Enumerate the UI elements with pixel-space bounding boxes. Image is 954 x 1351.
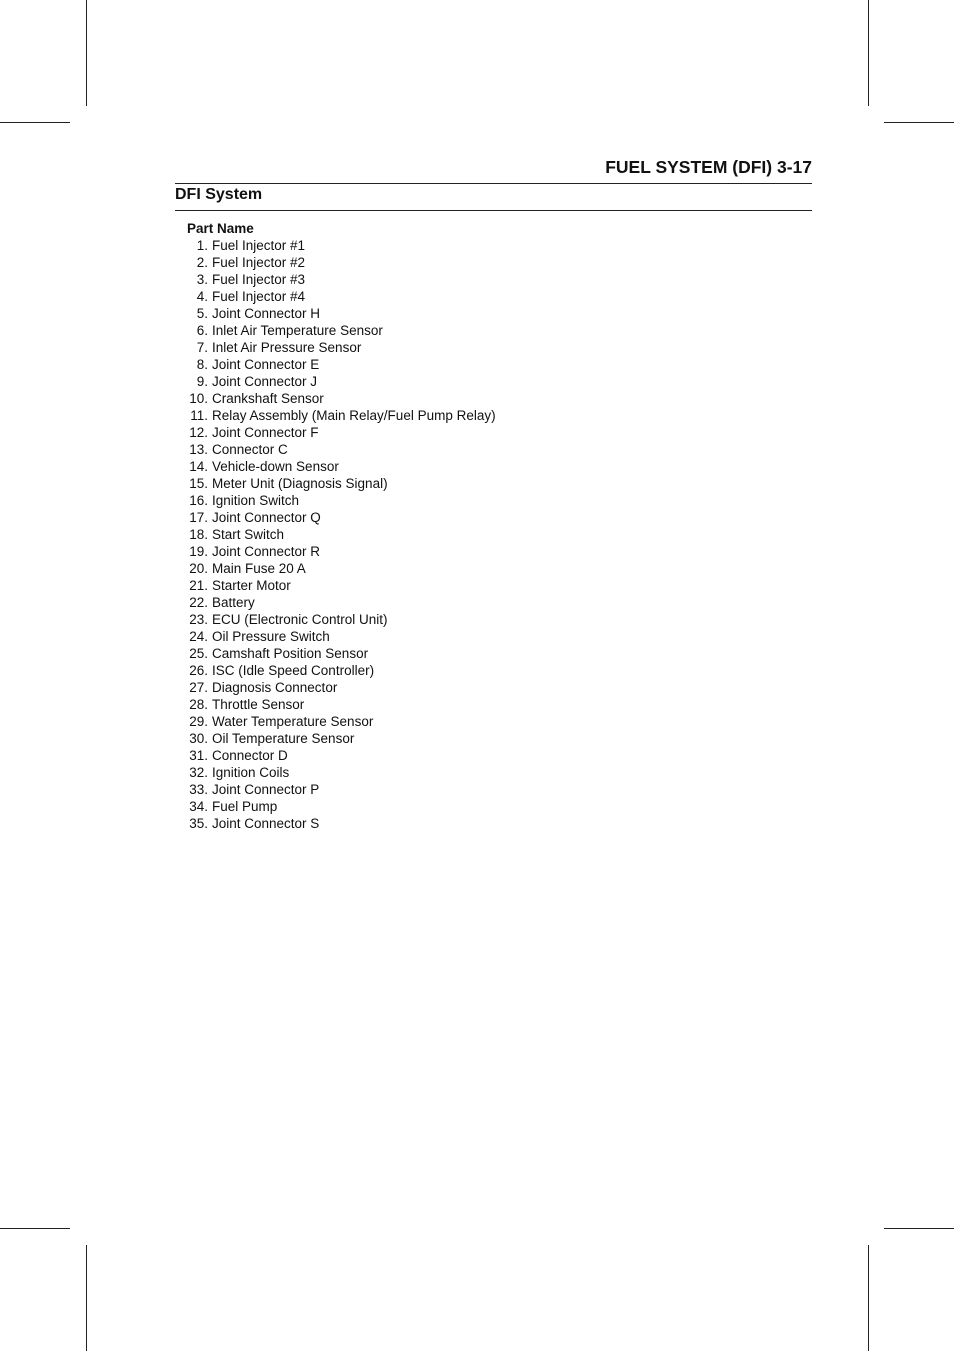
part-number: 35. — [189, 816, 208, 831]
part-label: Meter Unit (Diagnosis Signal) — [212, 476, 388, 491]
part-label: Ignition Switch — [212, 493, 300, 508]
part-label: Joint Connector R — [212, 544, 321, 559]
list-item — [175, 390, 496, 407]
section-rule — [175, 210, 812, 211]
part-number: 11. — [190, 408, 208, 423]
list-item — [175, 798, 496, 815]
list-item — [175, 322, 496, 339]
part-number: 34. — [189, 799, 208, 814]
part-label: Joint Connector H — [212, 306, 321, 321]
list-item — [175, 424, 496, 441]
part-label: Connector C — [212, 442, 288, 457]
part-number: 27. — [189, 680, 208, 695]
part-label: Fuel Injector #1 — [212, 238, 306, 253]
list-item — [175, 662, 496, 679]
list-item — [175, 288, 496, 305]
part-label: Vehicle-down Sensor — [212, 459, 339, 474]
list-item — [175, 526, 496, 543]
list-item — [175, 560, 496, 577]
part-label: Starter Motor — [212, 578, 291, 593]
part-label: Relay Assembly (Main Relay/Fuel Pump Relay) — [212, 408, 496, 423]
part-number: 12. — [189, 425, 208, 440]
list-item — [175, 509, 496, 526]
part-number: 19. — [189, 544, 208, 559]
list-item — [175, 628, 496, 645]
crop-mark-bottom-left-horizontal — [0, 1228, 70, 1229]
list-item — [175, 492, 496, 509]
crop-mark-top-right-vertical — [868, 0, 869, 106]
list-item — [175, 305, 496, 322]
list-item — [175, 407, 496, 424]
part-number: 14. — [189, 459, 208, 474]
part-label: Main Fuse 20 A — [212, 561, 306, 576]
list-item — [175, 815, 496, 832]
part-number: 24. — [189, 629, 208, 644]
part-label: Connector D — [212, 748, 288, 763]
list-item — [175, 543, 496, 560]
part-label: Fuel Injector #2 — [212, 255, 306, 270]
part-label: Oil Temperature Sensor — [212, 731, 355, 746]
list-item — [175, 594, 496, 611]
list-item — [175, 373, 496, 390]
part-number: 16. — [189, 493, 208, 508]
part-label: ISC (Idle Speed Controller) — [212, 663, 375, 678]
part-number: 2. — [196, 255, 208, 270]
part-label: Inlet Air Temperature Sensor — [212, 323, 383, 338]
part-name-heading: Part Name — [187, 221, 254, 236]
part-number: 33. — [189, 782, 208, 797]
part-number: 1. — [196, 238, 208, 253]
part-label: Inlet Air Pressure Sensor — [212, 340, 362, 355]
section-title: DFI System — [175, 186, 263, 203]
list-item — [175, 764, 496, 781]
list-item — [175, 679, 496, 696]
part-number: 13. — [189, 442, 208, 457]
part-number: 6. — [196, 323, 208, 338]
part-number: 22. — [189, 595, 208, 610]
list-item — [175, 475, 496, 492]
part-number: 17. — [189, 510, 208, 525]
part-number: 3. — [196, 272, 208, 287]
part-label: Camshaft Position Sensor — [212, 646, 369, 661]
part-number: 10. — [189, 391, 208, 406]
part-number: 4. — [196, 289, 208, 304]
list-item — [175, 611, 496, 628]
part-number: 28. — [189, 697, 208, 712]
part-label: Fuel Injector #3 — [212, 272, 306, 287]
page-header-title: FUEL SYSTEM (DFI) 3-17 — [605, 157, 812, 177]
part-label: Joint Connector E — [212, 357, 320, 372]
list-item — [175, 458, 496, 475]
part-number: 8. — [196, 357, 208, 372]
crop-mark-top-left-horizontal — [0, 122, 70, 123]
part-number: 9. — [196, 374, 208, 389]
list-item — [175, 441, 496, 458]
part-number: 7. — [196, 340, 208, 355]
parts-list — [175, 237, 496, 832]
list-item — [175, 781, 496, 798]
part-number: 18. — [189, 527, 208, 542]
part-number: 26. — [189, 663, 208, 678]
list-item — [175, 339, 496, 356]
list-item — [175, 237, 496, 254]
part-label: Ignition Coils — [212, 765, 290, 780]
part-label: Joint Connector Q — [212, 510, 321, 525]
crop-mark-top-right-horizontal — [884, 122, 954, 123]
part-number: 30. — [189, 731, 208, 746]
list-item — [175, 730, 496, 747]
part-label: Joint Connector S — [212, 816, 320, 831]
crop-mark-bottom-right-horizontal — [884, 1228, 954, 1229]
part-number: 20. — [189, 561, 208, 576]
part-number: 21. — [189, 578, 208, 593]
list-item — [175, 696, 496, 713]
part-number: 5. — [196, 306, 208, 321]
part-number: 23. — [189, 612, 208, 627]
crop-mark-bottom-right-vertical — [868, 1245, 869, 1351]
part-label: ECU (Electronic Control Unit) — [212, 612, 388, 627]
part-label: Water Temperature Sensor — [212, 714, 374, 729]
part-label: Diagnosis Connector — [212, 680, 338, 695]
list-item — [175, 645, 496, 662]
part-label: Start Switch — [212, 527, 285, 542]
list-item — [175, 577, 496, 594]
part-label: Fuel Pump — [212, 799, 278, 814]
list-item — [175, 254, 496, 271]
part-number: 29. — [189, 714, 208, 729]
crop-mark-bottom-left-vertical — [86, 1245, 87, 1351]
part-label: Oil Pressure Switch — [212, 629, 330, 644]
list-item — [175, 713, 496, 730]
part-number: 32. — [189, 765, 208, 780]
header-rule — [175, 183, 812, 184]
part-label: Battery — [212, 595, 255, 610]
part-number: 31. — [189, 748, 208, 763]
part-number: 15. — [189, 476, 208, 491]
list-item — [175, 747, 496, 764]
list-item — [175, 356, 496, 373]
part-label: Joint Connector F — [212, 425, 319, 440]
part-label: Throttle Sensor — [212, 697, 305, 712]
list-item — [175, 271, 496, 288]
part-number: 25. — [189, 646, 208, 661]
part-label: Crankshaft Sensor — [212, 391, 324, 406]
part-label: Joint Connector P — [212, 782, 320, 797]
part-label: Fuel Injector #4 — [212, 289, 306, 304]
part-label: Joint Connector J — [212, 374, 318, 389]
crop-mark-top-left-vertical — [86, 0, 87, 106]
